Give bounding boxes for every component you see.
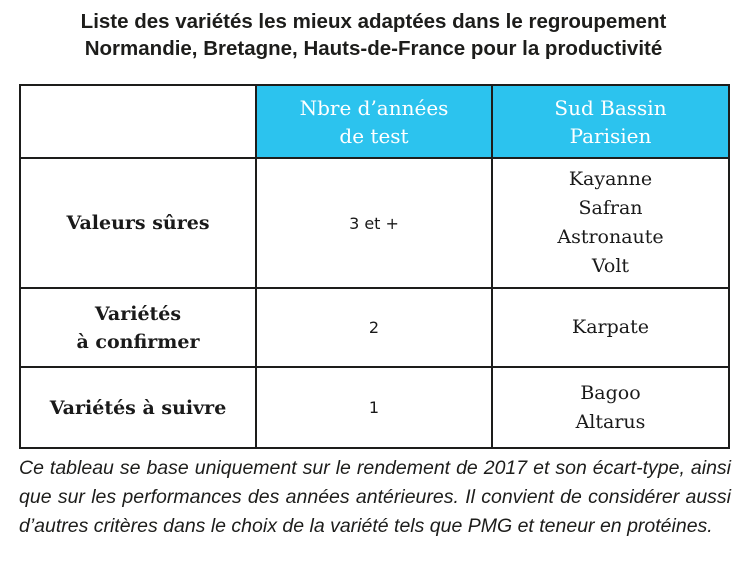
row-label-line-1: Variétés à suivre [49,396,227,419]
row-label-line-1: Variétés [94,302,182,325]
years-cell: 3 et + [256,158,492,288]
title-line-2: Normandie, Bretagne, Hauts-de-France pour la productivité [84,37,663,60]
years-cell: 1 [256,367,492,448]
variety-name: Astronaute [557,226,664,248]
varieties-cell [492,288,729,367]
row-label-cell [20,367,256,448]
variety-name: Bagoo [580,381,641,404]
table-row [20,158,729,288]
title-line-1: Liste des variétés les mieux adaptées dans le regroupement [80,10,667,33]
table-header-row [20,85,729,158]
varieties-table [19,84,730,449]
row-label-cell [20,288,256,367]
header-years-line-2: de test [339,123,409,148]
header-years-cell [256,85,492,158]
header-empty-cell [20,85,256,158]
variety-name: Safran [578,197,643,219]
variety-name: Volt [591,255,630,277]
table-row [20,288,729,367]
header-years-line-1: Nbre d’années [299,95,449,120]
header-region-line-2: Parisien [569,123,652,148]
row-label-line-1: Valeurs sûres [66,212,210,234]
varieties-cell [492,367,729,448]
varieties-cell [492,158,729,288]
table-footnote: Ce tableau se base uniquement sur le rendement de 2017 et son écart-type, ainsi que sur les performances des années antérieures. Il convient de considérer aussi d’autres critères dans le choix de la variété tels que PMG et teneur en protéines. [19,457,731,537]
years-cell: 2 [256,288,492,367]
page-title [0,8,747,62]
row-label-line-2: à confirmer [76,330,200,353]
table-row [20,367,729,448]
variety-name: Altarus [575,410,646,433]
header-region-cell [492,85,729,158]
variety-name: Karpate [572,316,649,338]
row-label-cell [20,158,256,288]
header-region-line-1: Sud Bassin [554,95,667,120]
variety-name: Kayanne [568,168,653,190]
